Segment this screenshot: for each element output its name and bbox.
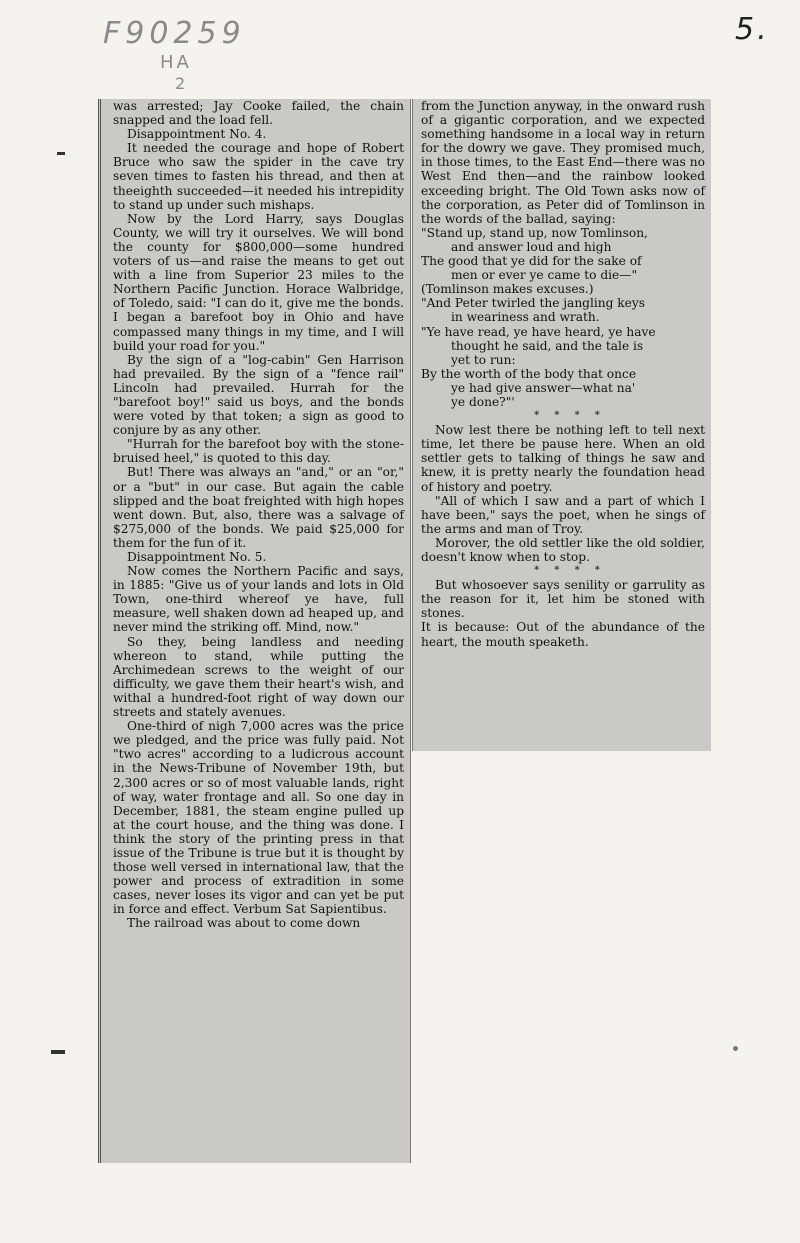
article-paragraph: It is because: Out of the abundance of the heart, the mouth speaketh. [421,620,705,649]
section-separator: * * * * [534,410,606,422]
article-paragraph: But! There was always an "and," or an "or," or a "but" in our case. But again the cable slipped and the boat freighted with high hopes went down. But, also, there was a salvage of $275,000 of the bonds. We paid $25,000 for them for the fun of it. [113,465,404,550]
verse-line: and answer loud and high [451,239,612,254]
article-paragraph: By the sign of a "log-cabin" Gen Harrison had prevailed. By the sign of a "fence rail" Lincoln had prevailed. Hurrah for the "barefoot boy!" said us boys, and the bonds were voted by that token; a sign as good to conjure by as any other. [113,352,404,438]
verse-line: ye done?"' [451,394,515,409]
article-paragraph: was arrested; Jay Cooke failed, the chain snapped and the load fell. [113,99,404,128]
verse-line: "Stand up, stand up, now Tomlinson, [421,225,648,240]
catalog-sub-annotation: HA [160,52,192,73]
article-paragraph: "All of which I saw and a part of which I have been," says the poet, when he sings of the arms and man of Troy. [421,493,705,536]
verse-line: in weariness and wrath. [451,310,600,325]
clipping-right-column [412,99,711,751]
section-separator: * * * * [534,565,606,577]
article-paragraph: Morover, the old settler like the old soldier, doesn't know when to stop. [421,535,705,564]
article-paragraph: from the Junction anyway, in the onward rush of a gigantic corporation, and we expected something handsome in a local way in return for the dowry we gave. They promised much, in those times, to the East End—there was no West End then—and the rainbow looked exceeding bright. The Old Town asks now of the corporation, as Peter did of Tomlinson in the words of the ballad, saying: [421,99,705,226]
article-paragraph: "Hurrah for the barefoot boy with the stone-bruised heel," is quoted to this day. [113,437,404,466]
article-paragraph: Now lest there be nothing left to tell next time, let there be pause here. When an old settler gets to talking of things he saw and knew, it is pretty nearly the foundation head of history and poetry. [421,423,705,494]
verse-line: The good that ye did for the sake of [421,254,642,269]
article-paragraph: So they, being landless and needing whereon to stand, while putting the Archimedean screws to the weight of our difficulty, we gave them their heart's wish, and withal a hundred-foot right of way down our streets and stately avenues. [113,634,404,720]
article-paragraph: Now comes the Northern Pacific and says, in 1885: "Give us of your lands and lots in Old Town, one-third whereof ye have, full measure, well shaken down ad heaped up, and never mind the striking off. Mind, now." [113,564,404,635]
paper-speck [51,1050,65,1054]
article-paragraph: Disappointment No. 5. [127,550,267,564]
paper-speck [57,152,65,155]
catalog-sub2-annotation: 2 [175,74,189,93]
catalog-id-annotation: F90259 [103,16,246,51]
verse-line: ye had give answer—what na' [451,380,636,395]
page-number-annotation: 5. [735,12,770,47]
article-paragraph: Disappointment No. 4. [127,127,267,142]
article-paragraph: But whosoever says senility or garrulity as the reason for it, let him be stoned with stones. [421,578,705,621]
ballad-verse [421,226,705,409]
verse-line: yet to run: [451,352,516,367]
article-paragraph: One-third of nigh 7,000 acres was the price we pledged, and the price was fully paid. Not "two acres" according to a ludicrous account in the News-Tribune of November 19th, but 2,300 acres or so of most valuable lands, right of way, water frontage and all. So one day in December, 1881, the steam engine pulled up at the court house, and the thing was done. I think the story of the printing press in that issue of the Tribune is true but it is thought by those well versed in international law, that the power and process of extradition in some cases, never loses its vigor and can yet be put in force and effect. Verbum Sat Sapientibus. [113,719,404,917]
article-paragraph: The railroad was about to come down [127,916,361,931]
verse-line: "Ye have read, ye have heard, ye have [421,324,656,339]
verse-line: "And Peter twirled the jangling keys [421,296,646,311]
article-paragraph: Now by the Lord Harry, says Douglas County, we will try it ourselves. We will bond the county for $800,000—some hundred voters of us—and raise the means to get out with a line from Superior 23 miles to the Northern Pacific Junction. Horace Walbridge, of Toledo, said: "I can do it, give me the bonds. I began a barefoot boy in Ohio and have compassed many things in my time, and I will build your road for you." [113,211,404,353]
verse-line: By the worth of the body that once [421,366,637,381]
paper-speck [733,1046,738,1051]
verse-line: men or ever ye came to die—" [451,268,638,283]
article-paragraph: It needed the courage and hope of Robert Bruce who saw the spider in the cave try seven times to fasten his thread, and then at theeighth succeeded—it needed his intrepidity to stand up under such mishaps. [113,141,404,212]
verse-line: (Tomlinson makes excuses.) [421,282,594,297]
clipping-left-column [98,99,411,1163]
verse-line: thought he said, and the tale is [451,338,644,353]
